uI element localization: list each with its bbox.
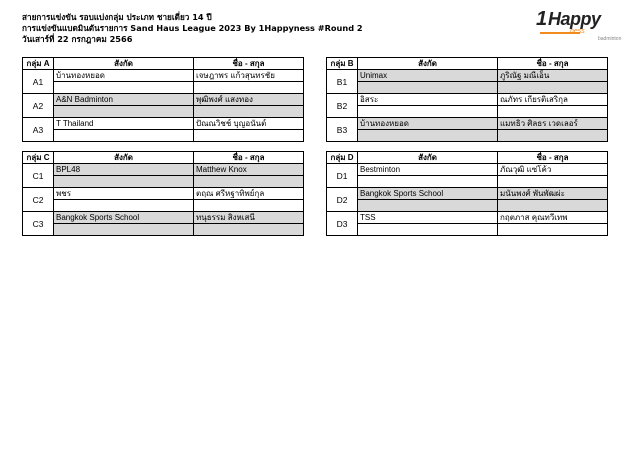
blank-cell	[54, 176, 194, 188]
logo-number: 1	[536, 8, 548, 30]
club-cell: A&N Badminton	[54, 94, 194, 106]
blank-cell	[194, 176, 304, 188]
seed-code: B3	[327, 118, 358, 142]
blank-cell	[498, 106, 608, 118]
seed-code: C2	[23, 188, 54, 212]
blank-cell	[54, 106, 194, 118]
name-header: ชื่อ - สกุล	[498, 58, 608, 70]
player-name-cell: ทนุธรรม สิงหเสนี	[194, 212, 304, 224]
seed-code: B2	[327, 94, 358, 118]
blank-cell	[358, 176, 498, 188]
player-name-cell: พุฒิพงศ์ แสงทอง	[194, 94, 304, 106]
blank-cell	[358, 82, 498, 94]
club-cell: Bangkok Sports School	[358, 188, 498, 200]
group-table-a	[22, 57, 304, 142]
seed-code: A2	[23, 94, 54, 118]
blank-cell	[498, 82, 608, 94]
blank-cell	[498, 224, 608, 236]
entry-row	[23, 70, 304, 82]
player-name-cell: เจษฎาพร แก้วสุนทรชัย	[194, 70, 304, 82]
blank-row	[327, 224, 608, 236]
group-header-row	[327, 152, 608, 164]
name-header: ชื่อ - สกุล	[194, 152, 304, 164]
logo-word: Happy	[548, 9, 601, 29]
seed-code: A1	[23, 70, 54, 94]
blank-cell	[54, 224, 194, 236]
club-cell: BPL48	[54, 164, 194, 176]
club-cell: บ้านทองหยอด	[358, 118, 498, 130]
player-name-cell: ภูริณัฐ มณีเอ็น	[498, 70, 608, 82]
blank-cell	[54, 200, 194, 212]
group-title: กลุ่ม B	[327, 58, 358, 70]
blank-row	[23, 200, 304, 212]
player-name-cell: Matthew Knox	[194, 164, 304, 176]
blank-cell	[194, 224, 304, 236]
entry-row	[23, 188, 304, 200]
blank-cell	[358, 130, 498, 142]
entry-row	[327, 212, 608, 224]
seed-code: D1	[327, 164, 358, 188]
seed-code: B1	[327, 70, 358, 94]
club-cell: TSS	[358, 212, 498, 224]
logo-sub: ness	[570, 28, 585, 35]
blank-cell	[358, 200, 498, 212]
group-header-row	[327, 58, 608, 70]
club-cell: Bestminton	[358, 164, 498, 176]
blank-cell	[358, 224, 498, 236]
player-name-cell: ภัณวุฒิ แซ่โค้ว	[498, 164, 608, 176]
group-header-row	[23, 152, 304, 164]
group-table-d	[326, 151, 608, 236]
blank-cell	[498, 200, 608, 212]
name-header: ชื่อ - สกุล	[498, 152, 608, 164]
club-header: สังกัด	[54, 58, 194, 70]
club-cell: พชร	[54, 188, 194, 200]
seed-code: C1	[23, 164, 54, 188]
blank-row	[23, 106, 304, 118]
logo-small: badminton	[598, 36, 622, 42]
player-name-cell: ตฤณ ศรีหฐาทิพย์กุล	[194, 188, 304, 200]
entry-row	[327, 118, 608, 130]
entry-row	[23, 164, 304, 176]
player-name-cell: มนันพงศ์ พันพัฒผ่ะ	[498, 188, 608, 200]
blank-row	[327, 176, 608, 188]
entry-row	[23, 94, 304, 106]
blank-cell	[498, 176, 608, 188]
group-table-b	[326, 57, 608, 142]
group-title: กลุ่ม D	[327, 152, 358, 164]
player-name-cell: ปัณณวิชช์ บุญอนันต์	[194, 118, 304, 130]
seed-code: C3	[23, 212, 54, 236]
blank-row	[327, 82, 608, 94]
player-name-cell: กฤตภาส คุณทวีเทพ	[498, 212, 608, 224]
club-header: สังกัด	[358, 58, 498, 70]
blank-row	[23, 176, 304, 188]
blank-cell	[194, 82, 304, 94]
group-table-c	[22, 151, 304, 236]
seed-code: D3	[327, 212, 358, 236]
header-line-date: วันเสาร์ที่ 22 กรกฎาคม 2566	[22, 34, 133, 44]
blank-cell	[194, 106, 304, 118]
entry-row	[23, 212, 304, 224]
player-name-cell: ณภัทร เกียรติเสริกุล	[498, 94, 608, 106]
seed-code: A3	[23, 118, 54, 142]
group-title: กลุ่ม C	[23, 152, 54, 164]
blank-cell	[54, 130, 194, 142]
club-cell: Unimax	[358, 70, 498, 82]
club-cell: อิสระ	[358, 94, 498, 106]
blank-row	[327, 106, 608, 118]
blank-row	[23, 130, 304, 142]
blank-cell	[498, 130, 608, 142]
blank-cell	[194, 200, 304, 212]
header-line-event: สายการแข่งขัน รอบแบ่งกลุ่ม ประเภท ชายเดี่ยว 14 ปี	[22, 12, 212, 22]
blank-row	[327, 200, 608, 212]
seed-code: D2	[327, 188, 358, 212]
happyness-logo	[536, 8, 620, 42]
club-header: สังกัด	[358, 152, 498, 164]
group-title: กลุ่ม A	[23, 58, 54, 70]
club-cell: T Thailand	[54, 118, 194, 130]
blank-cell	[54, 82, 194, 94]
entry-row	[23, 118, 304, 130]
document-header	[22, 12, 363, 45]
player-name-cell: แมทธิว ศิลธร เวดเลอร์	[498, 118, 608, 130]
club-header: สังกัด	[54, 152, 194, 164]
entry-row	[327, 70, 608, 82]
header-line-tournament: การแข่งขันแบดมินตันรายการ Sand Haus League 2023 By 1Happyness #Round 2	[22, 23, 363, 33]
club-cell: บ้านทองหยอด	[54, 70, 194, 82]
blank-cell	[358, 106, 498, 118]
blank-row	[327, 130, 608, 142]
group-header-row	[23, 58, 304, 70]
blank-cell	[194, 130, 304, 142]
entry-row	[327, 94, 608, 106]
entry-row	[327, 188, 608, 200]
club-cell: Bangkok Sports School	[54, 212, 194, 224]
name-header: ชื่อ - สกุล	[194, 58, 304, 70]
blank-row	[23, 224, 304, 236]
blank-row	[23, 82, 304, 94]
entry-row	[327, 164, 608, 176]
